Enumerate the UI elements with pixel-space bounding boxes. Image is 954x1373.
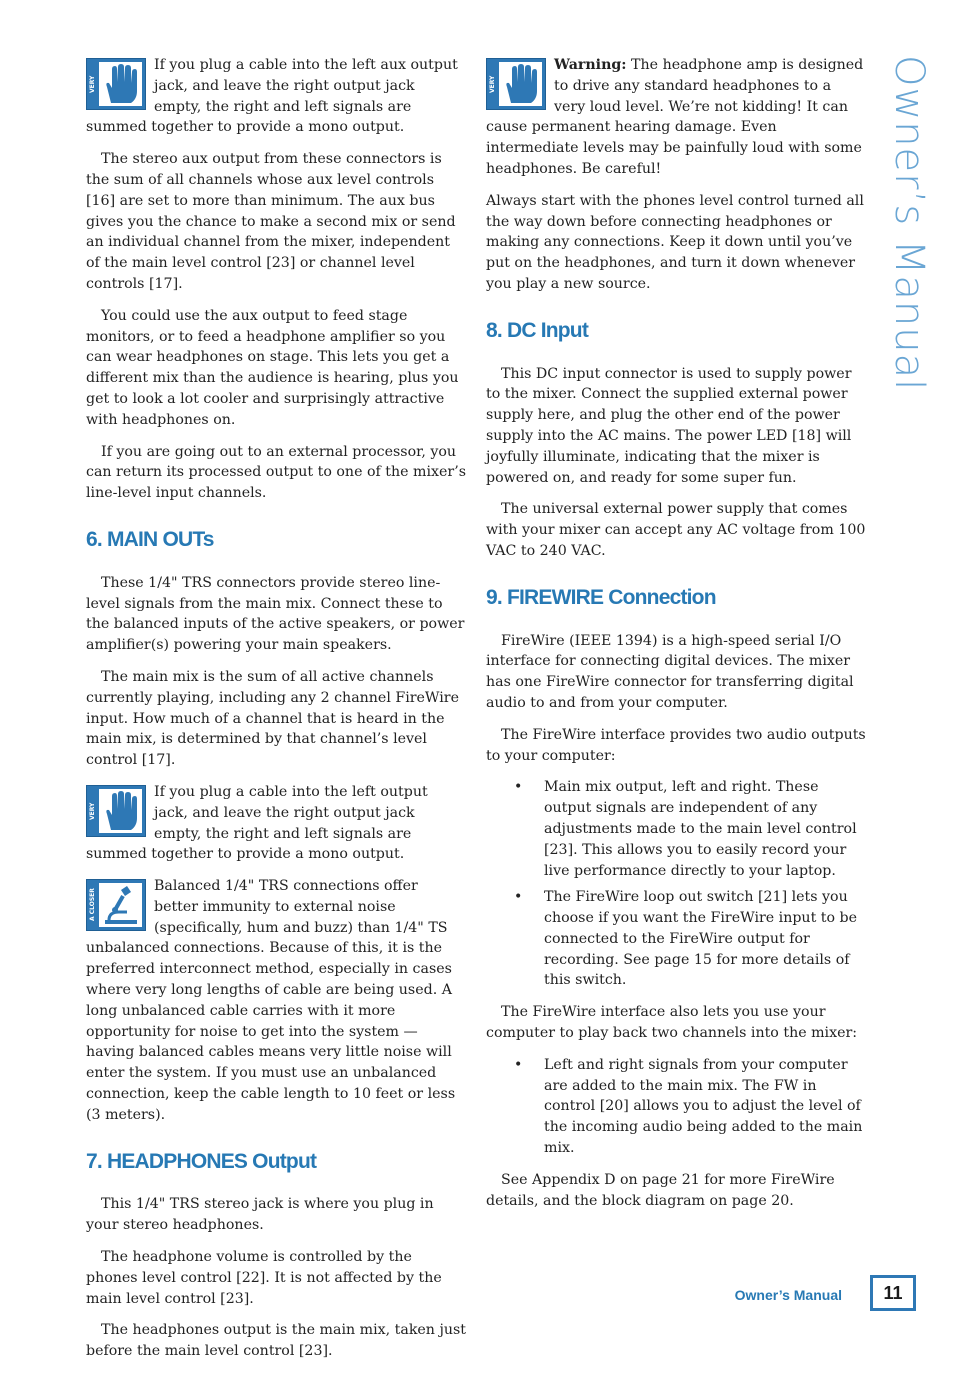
firewire-inputs-list bbox=[486, 1055, 866, 1159]
warning-label: Warning: bbox=[554, 57, 627, 73]
aux-paragraph-2: You could use the aux output to feed stage monitors, or to feed a headphone amplifier so you can wear headphones on stage. This lets you get a different mix than the audience is hearing, plus you get to look a lot cooler and surprisingly attractive with headphones on. bbox=[86, 307, 459, 428]
dc-input-heading: 8. DC Input bbox=[486, 318, 589, 342]
dc-paragraph-2: The universal external power supply that comes with your mixer can accept any AC voltage from 100 VAC to 240 VAC. bbox=[486, 501, 866, 559]
main-outs-important-note: VERY If you plug a cable into the left output jack, and leave the right output jack empty, the right and left signals are summed together to provide a mono output. bbox=[86, 783, 428, 863]
firewire-paragraph-3: The FireWire interface also lets you use your computer to play back two channels into the mixer: bbox=[486, 1004, 858, 1042]
main-outs-paragraph-1: These 1/4" TRS connectors provide stereo line-level signals from the main mix. Connect these to the balanced inputs of the active speakers, or power amplifier(s) powering your main speakers. bbox=[86, 574, 465, 654]
headphones-paragraph-2: The headphone volume is controlled by the phones level control [22]. It is not affected by the main level control [23]. bbox=[86, 1249, 442, 1307]
list-item: • The FireWire loop out switch [21] lets you choose if you want the FireWire input to be connected to the FireWire output for recording. See page 15 for more details of this switch. bbox=[486, 887, 866, 991]
headphones-paragraph-1: This 1/4" TRS stereo jack is where you plug in your stereo headphones. bbox=[86, 1196, 434, 1234]
firewire-paragraph-2: The FireWire interface provides two audio outputs to your computer: bbox=[486, 726, 866, 764]
footer-label: Owner’s Manual bbox=[734, 1287, 842, 1303]
main-outs-heading: 6. MAIN OUTs bbox=[86, 527, 214, 551]
side-title: Owner’s Manual bbox=[886, 55, 932, 392]
main-outs-paragraph-2: The main mix is the sum of all active channels currently playing, including any 2 channel FireWire input. How much of a channel that is heard in the main mix, is determined by that channel’s level control [17]. bbox=[86, 668, 459, 769]
very-important-hand-icon: VERY bbox=[86, 58, 146, 110]
aux-paragraph-3: If you are going out to an external processor, you can return its processed output to one of the mixer’s line-level input channels. bbox=[86, 443, 466, 502]
very-important-hand-icon: VERY bbox=[86, 785, 146, 837]
headphones-paragraph-3: The headphones output is the main mix, taken just before the main level control [23]. bbox=[86, 1322, 466, 1360]
left-column bbox=[86, 55, 466, 1373]
firewire-heading: 9. FIREWIRE Connection bbox=[486, 585, 716, 609]
phones-paragraph: Always start with the phones level control turned all the way down before connecting headphones or making any connections. Keep it down until you’ve put on the headphones, and turn it down whenever you play a new source. bbox=[486, 192, 864, 292]
firewire-outputs-list bbox=[486, 777, 866, 991]
headphones-heading: 7. HEADPHONES Output bbox=[86, 1149, 317, 1173]
firewire-paragraph-4: See Appendix D on page 21 for more FireWire details, and the block diagram on page 20. bbox=[486, 1171, 835, 1209]
right-column bbox=[486, 55, 866, 1222]
dc-paragraph-1: This DC input connector is used to supply power to the mixer. Connect the supplied external power supply here, and plug the other end of the power supply into the AC mains. The power LED [18] will joyfully illuminate, indicating that the mixer is powered on, and ready for some super fun. bbox=[486, 365, 852, 486]
list-item: • Main mix output, left and right. These output signals are independent of any adjustments made to the main level control [23]. This allows you to easily record your live performance directly to your laptop. bbox=[486, 777, 866, 881]
page-number: 11 bbox=[873, 1278, 913, 1308]
list-item: • Left and right signals from your computer are added to the main mix. The FW in control [20] allows you to adjust the level of the incoming audio being added to the main mix. bbox=[486, 1055, 866, 1159]
aux-paragraph-1: The stereo aux output from these connectors is the sum of all channels whose aux level controls [16] are set to more than minimum. The aux bus gives you the chance to make a second mix or send an individual channel from the mixer, independent of the main level control [23] or channel level controls [17]. bbox=[86, 151, 456, 292]
very-important-hand-icon: VERY bbox=[486, 58, 546, 110]
page-number-box bbox=[870, 1275, 916, 1311]
balanced-closer-look-note: A CLOSER Balanced 1/4" TRS connections offer better immunity to external noise (specifically, hum and buzz) than 1/4" TS unbalanced connections. Because of this, it is the preferred interconnect method, especially in cases where very long lengths of cable are being used. A long unbalanced cable carries with it more opportunity for noise to get into the system — having balanced cables means very little noise will enter the system. If you must use an unbalanced connection, keep the cable length to 10 feet or less (3 meters). bbox=[86, 878, 456, 1123]
warning-note: VERY Warning: The headphone amp is designed to drive any standard headphones to a very loud level. We’re not kidding! It can cause permanent hearing damage. Even intermediate levels may be painfully loud with some headphones. Be careful! bbox=[486, 57, 864, 177]
firewire-paragraph-1: FireWire (IEEE 1394) is a high-speed serial I/O interface for connecting digital devices. The mixer has one FireWire connector for transferring digital audio to and from your computer. bbox=[486, 632, 854, 711]
microscope-icon: A CLOSER bbox=[86, 879, 146, 931]
aux-important-note: VERY If you plug a cable into the left aux output jack, and leave the right output jack empty, the right and left signals are summed together to provide a mono output. bbox=[86, 57, 458, 136]
